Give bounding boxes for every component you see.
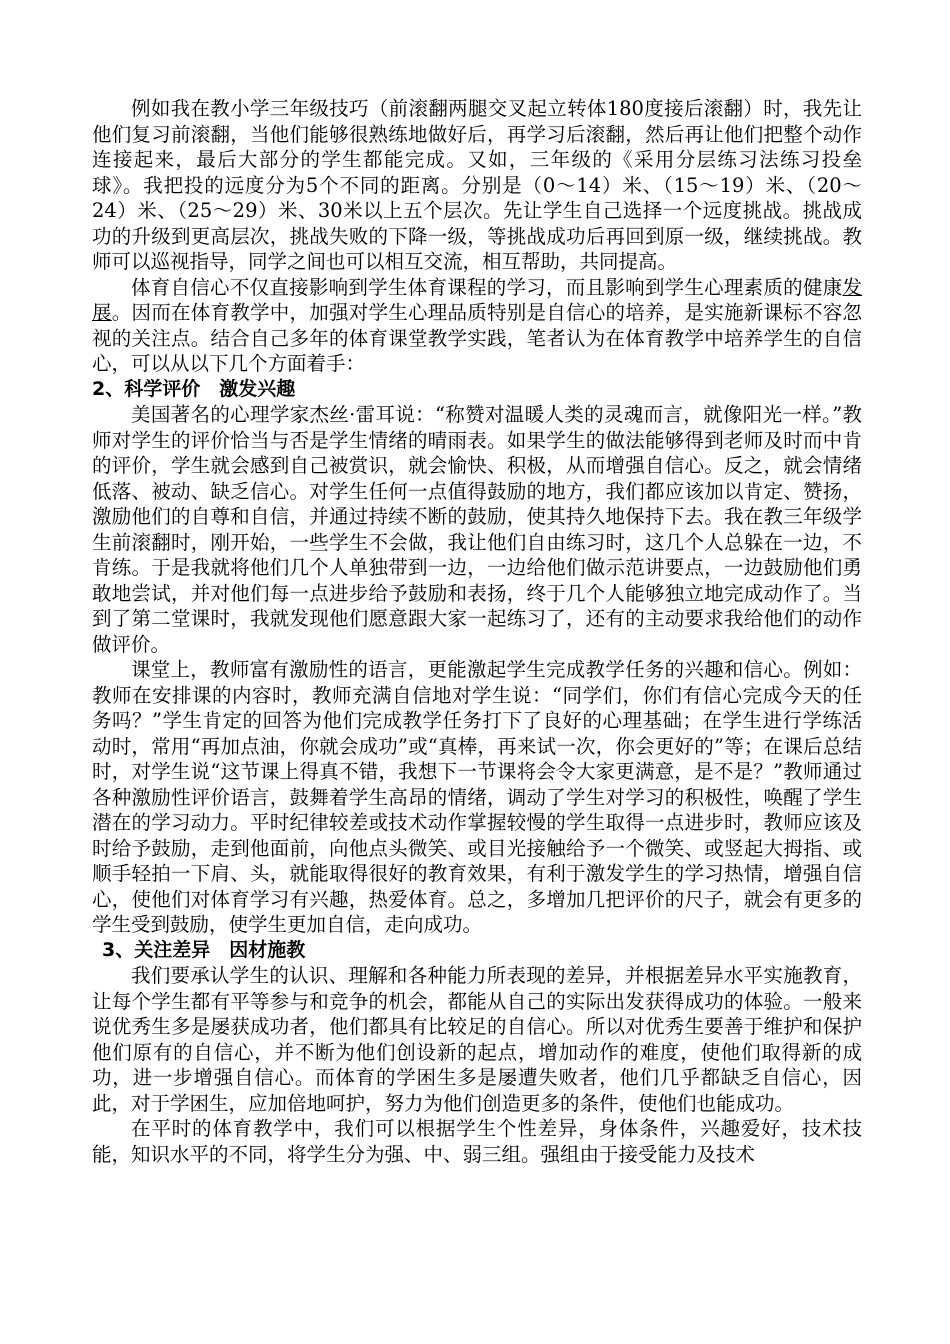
- paragraph-praise: 美国著名的心理学家杰丝·雷耳说：“称赞对温暖人类的灵魂而言，就像阳光一样。”教师对学生的评价恰当与否是学生情绪的晴雨表。如果学生的做法能够得到老师及时而中肯的评价，学生就会感到自己被赏识，就会愉快、积极，从而增强自信心。反之，就会情绪低落、被动、缺乏信心。对学生任何一点值得鼓励的地方，我们都应该加以肯定、赞扬，激励他们的自尊和自信，并通过持续不断的鼓励，使其持久地保持下去。我在教三年级学生前滚翻时，刚开始，一些学生不会做，我让他们自由练习时，这几个人总躲在一边，不肯练。于是我就将他们几个人单独带到一边，一边给他们做示范讲要点，一边鼓励他们勇敢地尝试，并对他们每一点进步给予鼓励和表扬，终于几个人能够独立地完成动作了。当到了第二堂课时，我就发现他们愿意跟大家一起练习了，还有的主动要求我给他们的动作做评价。: [92, 403, 862, 656]
- paragraph-grouping: 在平时的体育教学中，我们可以根据学生个性差异，身体条件，兴趣爱好，技术技能，知识水平的不同，将学生分为强、中、弱三组。强组由于接受能力及技术: [92, 1117, 862, 1166]
- development-link[interactable]: 发展: [92, 275, 862, 324]
- paragraph-tumbling-example: 例如我在教小学三年级技巧（前滚翻两腿交叉起立转体180度接后滚翻）时，我先让他们复习前滚翻，当他们能够很熟练地做好后，再学习后滚翻，然后再让他们把整个动作连接起来，最后大部分的学生都能完成。又如，三年级的《采用分层练习法练习投垒球》。我把投的远度分为5个不同的距离。分别是（0～14）米、（15～19）米、（20～24）米、（25～29）米、30米以上五个层次。先让学生自己选择一个远度挑战。挑战成功的升级到更高层次，挑战失败的下降一级，等挑战成功后再回到原一级，继续挑战。教师可以巡视指导，同学之间也可以相互交流，相互帮助，共同提高。: [92, 97, 862, 273]
- paragraph-confidence-intro-text-b: 。因而在体育教学中，加强对学生心理品质特别是自信心的培养，是实施新课标不容忽视的关注点。结合自己多年的体育课堂教学实践，笔者认为在体育教学中培养学生的自信心，可以从以下几个方面着手：: [92, 301, 862, 375]
- paragraph-confidence-intro: [92, 275, 862, 377]
- paragraph-differences: 我们要承认学生的认识、理解和各种能力所表现的差异，并根据差异水平实施教育，让每个学生都有平等参与和竞争的机会，都能从自己的实际出发获得成功的体验。一般来说优秀生多是屡获成功者，他们都具有比较足的自信心。所以对优秀生要善于维护和保护他们原有的自信心，并不断为他们创设新的起点，增加动作的难度，使他们取得新的成功，进一步增强自信心。而体育的学困生多是屡遭失败者，他们几乎都缺乏自信心，因此，对于学困生，应加倍地呵护，努力为他们创造更多的条件，使他们也能成功。: [92, 964, 862, 1115]
- section-heading-3: 3、关注差异 因材施教: [102, 938, 306, 961]
- paragraph-classroom-language: 课堂上，教师富有激励性的语言，更能激起学生完成教学任务的兴趣和信心。例如：教师在安排课的内容时，教师充满自信地对学生说：“同学们，你们有信心完成今天的任务吗？”学生肯定的回答为他们完成教学任务打下了良好的心理基础；在学生进行学练活动时，常用“再加点油，你就会成功”或“真棒，再来试一次，你会更好的”等；在课后总结时，对学生说“这节课上得真不错，我想下一节课将会令大家更满意，是不是？”教师通过各种激励性评价语言，鼓舞着学生高昂的情绪，调动了学生对学习的积极性，唤醒了学生潜在的学习动力。平时纪律较差或技术动作掌握较慢的学生取得一点进步时，教师应该及时给予鼓励，走到他面前，向他点头微笑、或目光接触给予一个微笑、或竖起大拇指、或顺手轻拍一下肩、头，就能取得很好的教育效果，有利于激发学生的学习热情，增强自信心，使他们对体育学习有兴趣，热爱体育。总之，多增加几把评价的尺子，就会有更多的学生受到鼓励，使学生更加自信，走向成功。: [92, 658, 862, 936]
- paragraph-confidence-intro-text-a: 体育自信心不仅直接影响到学生体育课程的学习，而且影响到学生心理素质的健康: [131, 275, 843, 299]
- document-page: [92, 96, 862, 1167]
- section-heading-2: 2、科学评价 激发兴趣: [92, 377, 296, 400]
